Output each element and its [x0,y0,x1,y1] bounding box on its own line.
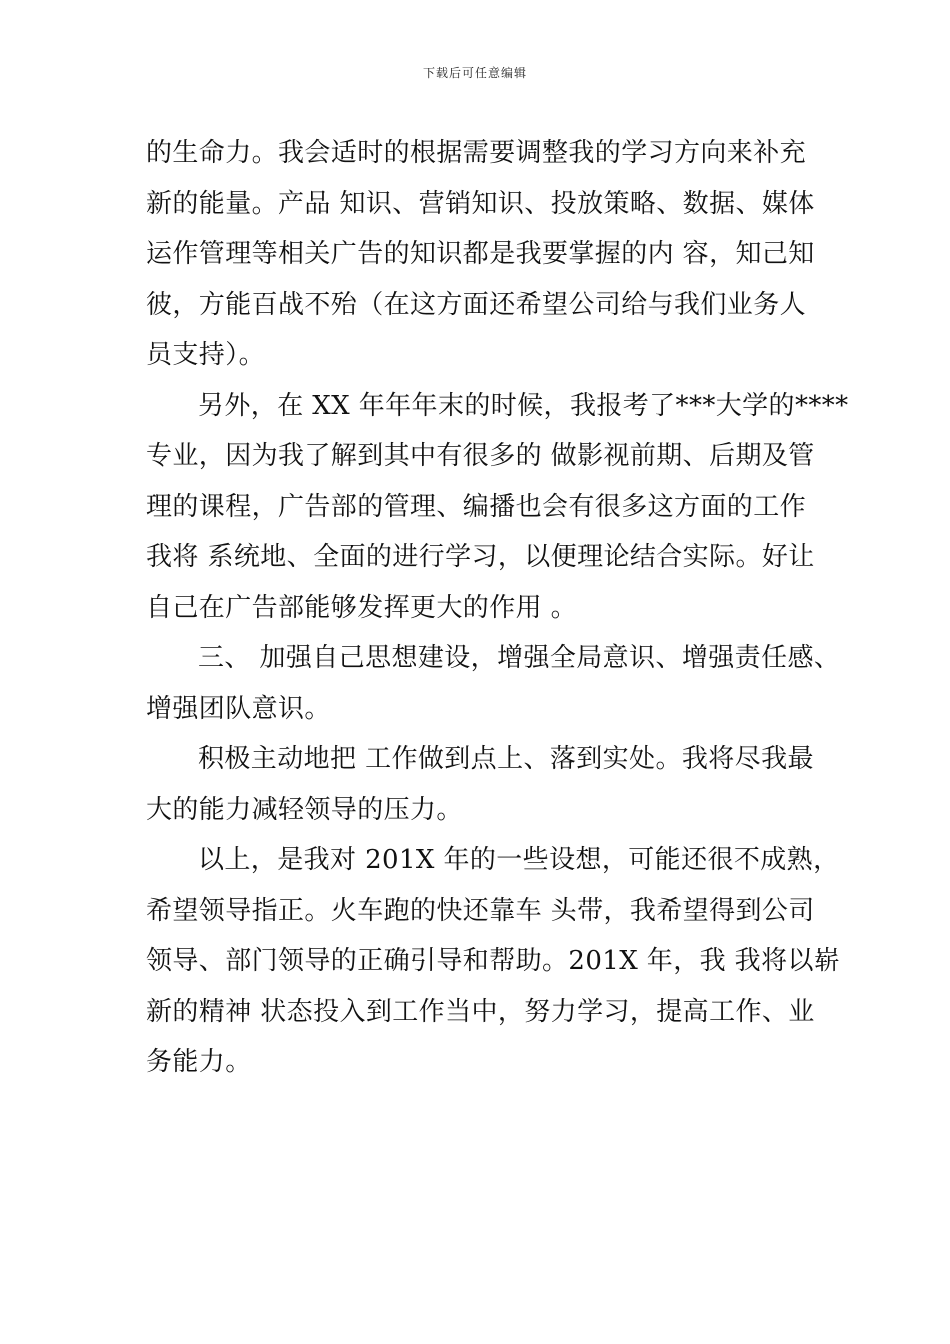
text-line: 专业，因为我了解到其中有很多的 做影视前期、后期及管 [146,441,815,471]
text-line: 三、 加强自己思想建设，增强全局意识、增强责任感、 [198,643,841,673]
text-line: 希望领导指正。火车跑的快还靠车 头带，我希望得到公司 [146,895,815,926]
text-line: 新的精神 状态投入到工作当中，努力学习，提高工作、业 [146,996,815,1027]
text-line: 彼，方能百战不殆（在这方面还希望公司给与我们业务人 [146,289,807,320]
text-line: 另外，在 XX 年年年末的时候，我报考了***大学的**** [198,390,849,421]
text-line: 的生命力。我会适时的根据需要调整我的学习方向来补充 [146,138,807,168]
text-line: 领导、部门领导的正确引导和帮助。201X 年，我 我将以崭 [146,946,841,976]
text-line: 员支持）。 [146,340,266,370]
page-header: 下载后可任意编辑 [422,66,527,80]
text-line: 增强团队意识。 [146,693,331,724]
text-line: 务能力。 [146,1047,252,1077]
document-body [146,128,849,1088]
text-line: 我将 系统地、全面的进行学习，以便理论结合实际。好让 [146,542,815,572]
text-line: 以上，是我对 201X 年的一些设想，可能还很不成熟， [198,845,840,875]
text-line: 积极主动地把 工作做到点上、落到实处。我将尽我最 [198,744,814,774]
text-line: 新的能量。产品 知识、营销知识、投放策略、数据、媒体 [146,188,815,219]
text-line: 大的能力减轻领导的压力。 [146,794,463,825]
text-line: 运作管理等相关广告的知识都是我要掌握的内 容，知己知 [146,239,815,269]
text-line: 理的课程，广告部的管理、编播也会有很多这方面的工作 [146,491,807,522]
text-line: 自己在广告部能够发挥更大的作用 。 [146,592,578,623]
